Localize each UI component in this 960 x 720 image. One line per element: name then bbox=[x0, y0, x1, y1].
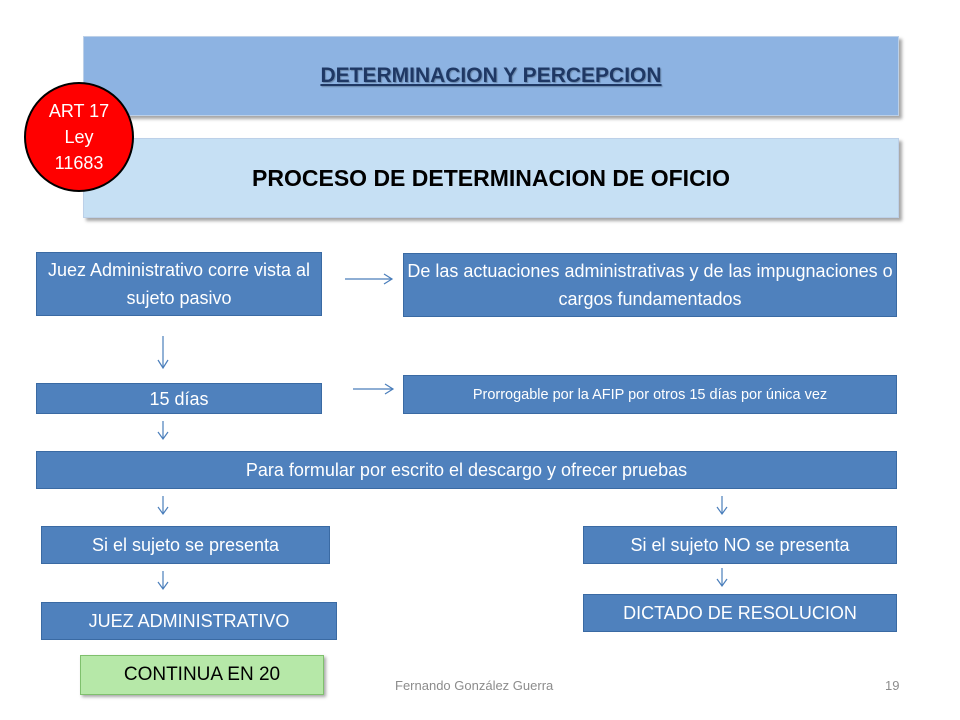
arrow-down-6 bbox=[717, 568, 727, 586]
main-title: DETERMINACION Y PERCEPCION bbox=[320, 64, 662, 87]
badge-line-1: ART 17 bbox=[48, 101, 110, 121]
arrow-down-3 bbox=[158, 496, 168, 514]
arrow-right-2 bbox=[353, 384, 393, 394]
continua-button-label: CONTINUA EN 20 bbox=[123, 664, 281, 685]
arrow-right-1 bbox=[345, 274, 392, 284]
box-actuaciones-label: De las actuaciones administrativas y de las impugnaciones o cargos fundamentados bbox=[407, 261, 893, 309]
box-no-se-presenta-label: Si el sujeto NO se presenta bbox=[630, 535, 850, 555]
arrow-down-2 bbox=[158, 421, 168, 439]
box-se-presenta-label: Si el sujeto se presenta bbox=[91, 535, 280, 555]
box-dictado-resolucion-label: DICTADO DE RESOLUCION bbox=[623, 603, 857, 623]
badge-line-2: Ley bbox=[64, 127, 94, 147]
box-descargo-label: Para formular por escrito el descargo y ofrecer pruebas bbox=[245, 460, 688, 480]
footer-author: Fernando González Guerra bbox=[395, 678, 554, 693]
box-prorrogable-label: Prorrogable por la AFIP por otros 15 días por única vez bbox=[472, 386, 828, 403]
box-juez-corre-vista-label: Juez Administrativo corre vista al sujeto pasivo bbox=[47, 260, 311, 308]
badge-line-3: 11683 bbox=[54, 153, 104, 173]
arrow-down-5 bbox=[717, 496, 727, 514]
subtitle: PROCESO DE DETERMINACION DE OFICIO bbox=[252, 164, 730, 191]
arrow-down-1 bbox=[158, 336, 168, 368]
arrow-down-4 bbox=[158, 571, 168, 589]
box-plazo-label: 15 días bbox=[149, 388, 209, 409]
box-juez-administrativo-label: JUEZ ADMINISTRATIVO bbox=[88, 611, 290, 631]
page-number: 19 bbox=[885, 678, 900, 693]
